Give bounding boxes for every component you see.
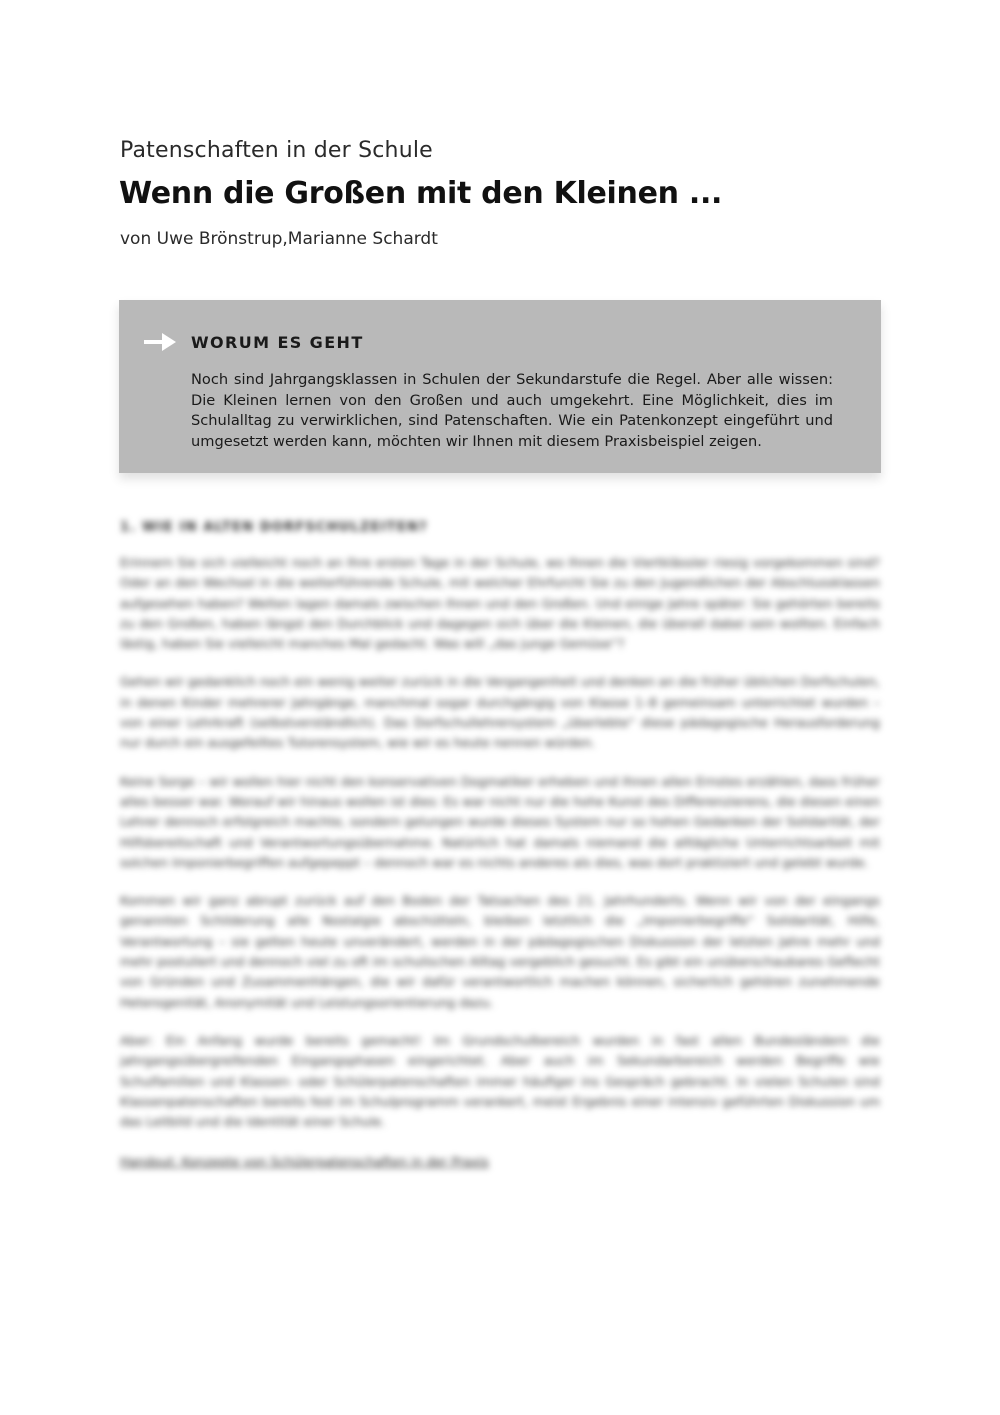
blurred-article-body [120,520,880,1170]
summary-heading: WORUM ES GEHT [191,333,364,352]
article-authors: von Uwe Brönstrup,Marianne Schardt [120,229,438,249]
section-heading: 1. WIE IN ALTEN DORFSCHULZEITEN? [120,520,428,535]
summary-box [119,300,881,473]
summary-text: Noch sind Jahrgangsklassen in Schulen der Sekundarstufe die Regel. Aber alle wissen: Die Kleinen lernen von den Großen und auch umgekehrt. Eine Möglichkeit, dies im Schulalltag zu verwirklichen, sind Patenschaften. Wie ein Patenkonzept eingeführt und umgesetzt werden kann, möchten wir Ihnen mit diesem Praxisbeispiel zeigen. [191,371,833,450]
body-paragraph: Gehen wir gedanklich noch ein wenig weiter zurück in die Vergangenheit und denken an die früher üblichen Dorfschulen, in denen Kinder mehrerer Jahrgänge, manchmal sogar durchgängig von Klasse 1–8 gemeinsam unterrichtet wurden – von einer Lehrkraft (selbstverständlich). Das Dorfschullehrersystem „überlebte“ diese pädagogische Herausforderung nur durch ein ausgefeiltes Tutorensystem, wie wir es heute nennen würden. [120,674,880,751]
article-title: Wenn die Großen mit den Kleinen ... [119,176,723,211]
handout-link[interactable]: Handout: Konzepte von Schülerpatenschaften in der Praxis [120,1154,489,1170]
body-paragraph: Erinnern Sie sich vielleicht noch an Ihre ersten Tage in der Schule, wo Ihnen die Viertklässler riesig vorgekommen sind? Oder an den Wechsel in die weiterführende Schule, mit welcher Ehrfurcht Sie zu den Jugendlichen der Abschlussklassen aufgesehen haben? Welten lagen damals zwischen Ihnen und den Großen. Und einige Jahre später: Sie gehörten bereits zu den Großen, haben längst den Durchblick und dagegen sich über die Kleinen, die überall dabei sein wollten. Einfach lästig, haben Sie vielleicht manches Mal gedacht. Was will „das junge Gemüse“? [120,555,880,652]
body-paragraph: Keine Sorge – wir wollen hier nicht den konservativen Dogmatiker erheben und Ihnen allen Ernstes erzählen, dass früher alles besser war. Worauf wir hinaus wollen ist dies: Es war nicht nur die hohe Kunst des Differenzierens, die diesen einen Lehrer dennoch erfolgreich machte, sondern gelungen wurde dieses System nur so hohen Gedanken der Solidarität, der Hilfsbereitschaft und Verantwortungsübernahme. Natürlich hat damals niemand die alltägliche Unterrichtsarbeit mit solchen Imponierbegriffen aufgepeppt – dennoch war es nichts anderes als dies, was dort praktiziert und gelebt wurde. [120,773,880,870]
body-paragraph: Aber: Ein Anfang wurde bereits gemacht! Im Grundschulbereich wurden in fast allen Bundesländern die jahrgangsübergreifenden Eingangsphasen eingerichtet. Aber auch im Sekundarbereich werden Begriffe wie Schulfamilien und Klassen- oder Schülerpatenschaften immer häufiger ins Gespräch gebracht. In vielen Schulen sind Klassenpatenschaften bereits fest im Schulprogramm verankert, meist Ergebnis einer intensiv geführten Diskussion um das Leitbild und die Identität einer Schule. [120,1032,880,1130]
arrow-right-icon [144,333,176,351]
body-paragraph: Kommen wir ganz abrupt zurück auf den Boden der Tatsachen des 21. Jahrhunderts. Wenn wir von der eingangs genannten Schilderung alle Nostalgie abschütteln, bleiben letztlich die „Imponierbegriffe“ Solidarität, Hilfe, Verantwortung – sie gelten heute unverändert, werden in der pädagogischen Diskussion der letzten Jahre mehr und mehr postuliert und dennoch viel zu oft im schulischen Alltag vergeblich gesucht. Es gibt ein unüberschaubares Geflecht von Gründen und Zusammenhängen, die wir dafür verantwortlich machen können, sicherlich gehören zunehmende Heterogenität, Anonymität und Leistungsorientierung dazu. [120,893,880,1010]
article-kicker: Patenschaften in der Schule [120,138,433,163]
